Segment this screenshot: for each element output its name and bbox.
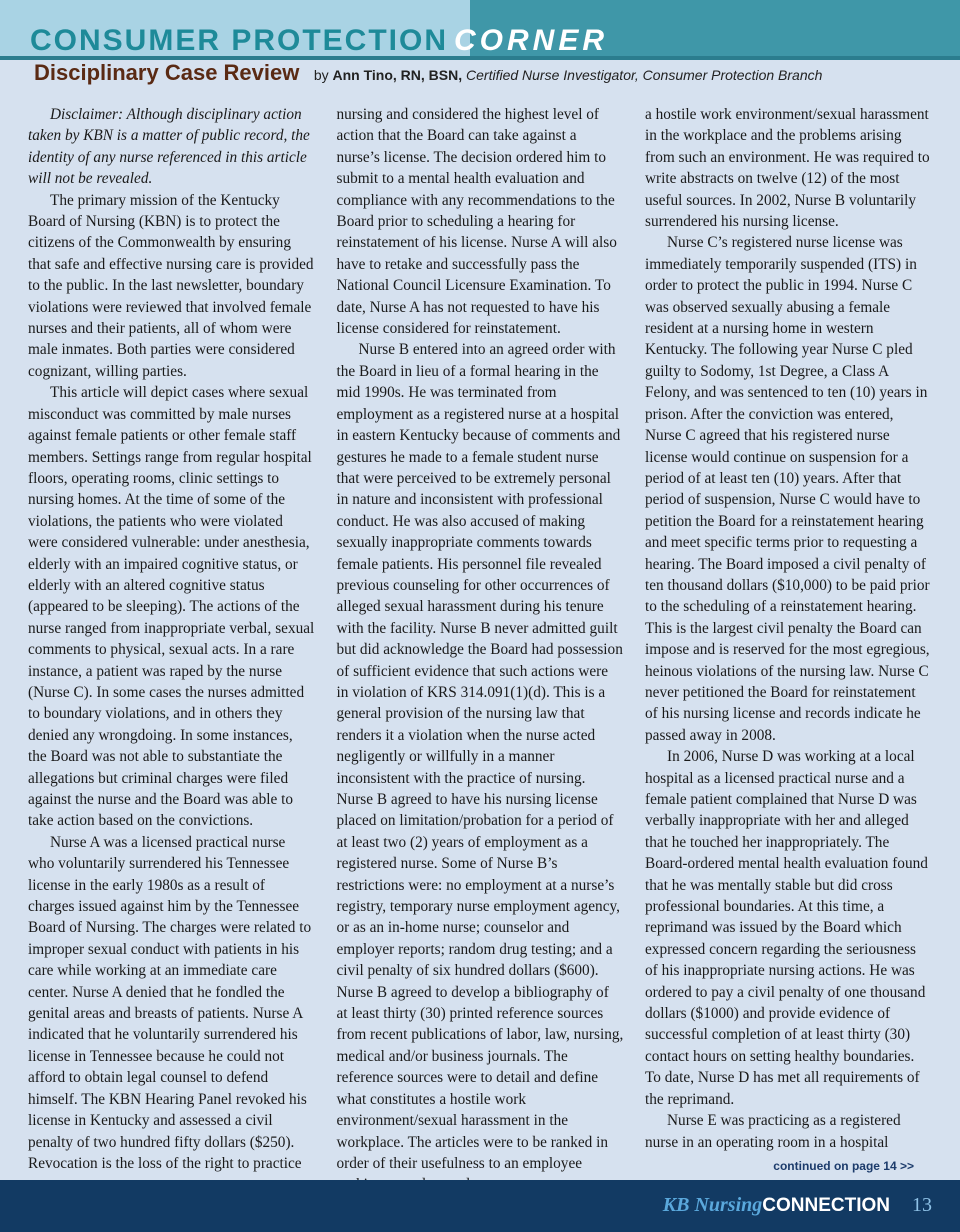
section-title-main: CONSUMER PROTECTION	[30, 24, 449, 57]
page-number: 13	[912, 1194, 932, 1216]
publication-brand	[663, 1195, 890, 1215]
column-1	[28, 104, 315, 1172]
author-role: Certified Nurse Investigator, Consumer Protection Branch	[466, 67, 823, 83]
continued-note: continued on page 14 >>	[773, 1159, 914, 1173]
paragraph-nurse-b: Nurse B entered into an agreed order with the Board in lieu of a formal hearing in the mid 1990s. He was terminated from employment as a registered nurse at a hospital in eastern Kentucky because of comments and gestures he made to a female student nurse that were perceived to be extremely personal in nature and inconsistent with professional conduct. He was also accused of making sexually inappropriate comments towards female patients. His personnel file revealed previous counseling for other occurrences of alleged sexual harassment during his tenure with the facility. Nurse B never admitted guilt but did acknowledge the Board had possession of sufficient evidence that such actions were in violation of KRS 314.091(1)(d). This is a general provision of the nursing law that renders it a violation when the nurse acted negligently or willfully in a manner inconsistent with the practice of nursing. Nurse B agreed to have his nursing license placed on limitation/probation for a period of at least two (2) years of employment as a registered nurse. Some of Nurse B’s restrictions were: no employment at a nurse’s registry, temporary nurse employment agency, or as an in-home nurse; counselor and employer reports; random drug testing; and a civil penalty of six hundred dollars ($600). Nurse B agreed to develop a bibliography of at least thirty (30) printed reference sources from recent publications of labor, law, nursing, medical and/or business journals. The reference sources were to detail and define what constitutes a hostile work environment/sexual harassment in the workplace. The articles were to be ranked in order of their usefulness to an employee	[336, 341, 624, 1172]
column-3	[645, 104, 932, 1154]
author-name: Ann Tino, RN, BSN,	[332, 67, 463, 83]
paragraph-mission: The primary mission of the Kentucky Board of Nursing (KBN) is to protect the citizens of the Commonwealth by ensuring that safe and effective nursing care is provided to the public. In the last newsletter, boundary violations were reviewed that involved female nurses and their patients, all of whom were male inmates. Both parties were considered cognizant, willing parties.	[28, 191, 314, 380]
paragraph-overview: This article will depict cases where sexual misconduct was committed by male nurses against female patients or other female staff members. Settings range from regular hospital floors, operating rooms, clinic settings to nursing homes. At the time of some of the violations, the patients who were violated were considered vulnerable: under anesthesia, elderly with an impaired cognitive status, or elderly with an altered cognitive status (appeared to be sleeping). The actions of the nurse ranged from inappropriate verbal, sexual comments to physical, sexual acts. In a rare instance, a patient was raped by the nurse (Nurse C). In some cases the nurses admitted to boundary violations, and in others they denied any wrongdoing. In some instances, the Board was not able to substantiate the allegations but criminal charges were filed against the nurse and the Board was able to take action based on the convictions.	[28, 384, 315, 830]
article-header	[34, 60, 822, 86]
byline-prefix: by	[313, 67, 329, 83]
byline	[314, 67, 823, 83]
paragraph-nurse-a-continued: nursing and considered the highest level of action that the Board can take against a nurse’s license. The decision ordered him to submit to a mental health evaluation and compliance with any recommendations to the Board prior to scheduling a hearing for reinstatement of his license. Nurse A will also have to retake and successfully pass the National Council Licensure Examination. To date, Nurse A has not requested to have his license considered for reinstatement.	[336, 106, 617, 338]
section-title	[30, 26, 608, 56]
brand-kb-nursing: KB Nursing	[662, 1194, 763, 1216]
paragraph-nurse-a: Nurse A was a licensed practical nurse who voluntarily surrendered his Tennessee license in the early 1980s as a result of charges issued against him by the Tennessee Board of Nursing. The charges were related to improper sexual conduct with patients in his care while working at an immediate care center. Nurse A denied that he fondled the genital areas and breasts of patients. Nurse A indicated that he voluntarily surrendered his license in Tennessee because he could not afford to obtain legal counsel to defend himself. The KBN Hearing Panel revoked his license in Kentucky and assessed a civil penalty of two hundred fifty dollars ($250). Revocation is the loss of the right to practice	[28, 833, 312, 1172]
paragraph-nurse-c: Nurse C’s registered nurse license was immediately temporarily suspended (ITS) in order to protect the public in 1994. Nurse C was observed sexually abusing a female resident at a nursing home in western Kentucky. The following year Nurse C pled guilty to Sodomy, 1st Degree, a Class A Felony, and was sentenced to ten (10) years in prison. After the conviction was entered, Nurse C agreed that his registered nurse license would continue on suspension for a period of at least ten (10) years. After that period of suspension, Nurse C would have to petition the Board for a reinstatement hearing and meet specific terms prior to requesting a hearing. The Board imposed a civil penalty of ten thousand dollars ($10,000) to be paid prior to the scheduling of a reinstatement hearing. This is the largest civil penalty the Board can impose and is reserved for the most egregious, heinous violations of the nursing law. Nurse C never petitioned the Board for reinstatement of his nursing license and records indicate he passed away in 2008.	[645, 234, 930, 744]
article-title: Disciplinary Case Review	[34, 60, 300, 85]
paragraph-nurse-b-continued: a hostile work environment/sexual harassment in the workplace and the problems arising from such an environment. He was required to write abstracts on twelve (12) of the most useful sources. In 2002, Nurse B voluntarily surrendered his nursing license.	[645, 106, 930, 231]
column-2	[336, 104, 624, 1172]
paragraph-nurse-d: In 2006, Nurse D was working at a local hospital as a licensed practical nurse and a female patient complained that Nurse D was verbally inappropriate with her and alleged that he touched her inappropriately. The Board-ordered mental health evaluation found that he was mentally stable but did cross professional boundaries. At this time, a reprimand was issued by the Board which expressed concern regarding the seriousness of his inappropriate nursing actions. He was ordered to pay a civil penalty of one thousand dollars ($1000) and provide evidence of successful completion of at least thirty (30) contact hours on setting healthy boundaries. To date, Nurse D has met all requirements of the reprimand.	[645, 748, 928, 1108]
brand-connection: CONNECTION	[762, 1195, 890, 1216]
disclaimer: Disclaimer: Although disciplinary action taken by KBN is a matter of public record, the identity of any nurse referenced in this article will not be revealed.	[28, 106, 310, 188]
section-title-accent: CORNER	[454, 24, 609, 57]
paragraph-nurse-e: Nurse E was practicing as a registered nurse in an operating room in a hospital	[645, 1112, 901, 1151]
